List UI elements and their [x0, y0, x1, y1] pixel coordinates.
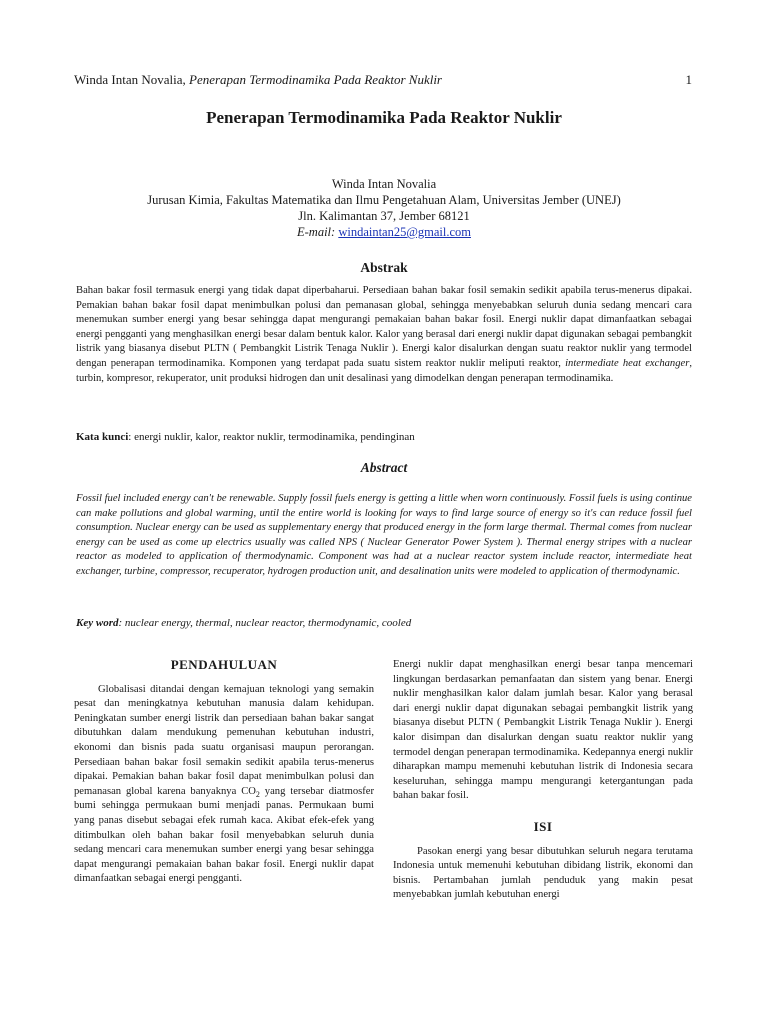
key-word-list: : nuclear energy, thermal, nuclear reactor, thermodynamic, cooled: [118, 617, 412, 629]
abstract-body: Fossil fuel included energy can't be renewable. Supply fossil fuels energy is getting a little when worn continuously. Fossil fuels is using continue can make pollutions and global warming, until the entire world is looking for ways to find large source of energy so it's can reduce fossil fuel consumption. Nuclear energy can be used as supplementary energy that produced energy in the form large thermal. Thermal comes from nuclear energy can be used as come up electrics usually was called NPS ( Nuclear Generator Power System ). Thermal energy stripes with a nuclear reactor as modeled to application of thermodynamic. Component was had at a nuclear reactor system include reactor, intermediate heat exchanger, turbine, compressor, recuperator, hydrogen production unit, and desalination units were modeled to application of thermodynamic.: [76, 493, 692, 577]
pendahuluan-paragraph: [74, 683, 374, 887]
abstrak-heading: Abstrak: [360, 260, 408, 275]
kata-kunci: [76, 430, 692, 444]
pendahuluan-text-b: yang tersebar diatmosfer bumi sehingga permukaan bumi menjadi panas. Permukaan bumi yang panas disebut sebagai efek rumah kaca. Akibat efek-efek yang ditimbulkan oleh bahan bakar fosil menyebabkan seluruh dunia sedang mencari cara menemukan sumber energi yang besar sehingga dapat mengurangi pemakaian bahan bakar fosil. Energi nuklir dapat dimanfaatkan sebagai energi pengganti.: [74, 785, 374, 885]
abstract-heading: Abstract: [360, 460, 408, 475]
email-label: E-mail:: [297, 225, 339, 239]
author-email-line: [0, 224, 768, 240]
abstrak-italic-term: intermediate heat exchanger: [565, 357, 690, 369]
pendahuluan-heading: PENDAHULUAN: [170, 657, 278, 672]
header-running-title: Penerapan Termodinamika Pada Reaktor Nuklir: [189, 72, 442, 87]
isi-heading: ISI: [533, 818, 553, 834]
abstrak-body: [76, 284, 692, 386]
key-word-label: Key word: [76, 617, 119, 629]
header-author: Winda Intan Novalia,: [74, 72, 189, 87]
author-affiliation: Jurusan Kimia, Fakultas Matematika dan Ilmu Pengetahuan Alam, Universitas Jember (UNEJ): [147, 193, 621, 207]
kata-kunci-label: Kata kunci: [76, 431, 129, 443]
left-column: [74, 658, 374, 887]
isi-paragraph: Pasokan energi yang besar dibutuhkan seluruh negara terutama Indonesia untuk memenuhi kebutuhan dibidang listrik, ekonomi dan bisnis. Pertambahan jumlah penduduk yang makin pesat menyebabkan jumlah kebutuhan energi: [393, 845, 693, 901]
author-block: [0, 176, 768, 240]
page-number: 1: [685, 72, 692, 87]
running-header-text: [74, 72, 442, 88]
kata-kunci-list: : energi nuklir, kalor, reaktor nuklir, termodinamika, pendinginan: [128, 431, 415, 443]
author-name: Winda Intan Novalia: [331, 177, 437, 191]
author-address: Jln. Kalimantan 37, Jember 68121: [298, 209, 470, 223]
abstrak-text-2: , turbin, kompresor, rekuperator, unit produksi hidrogen dan unit desalinasi yang dimodelkan dengan penerapan termodinamika.: [76, 357, 692, 384]
running-header: [74, 72, 692, 88]
email-link[interactable]: windaintan25@gmail.com: [338, 225, 471, 239]
key-word: [76, 616, 692, 630]
pendahuluan-continued: Energi nuklir dapat menghasilkan energi besar tanpa mencemari lingkungan berdasarkan pemanfaatan dan sistem yang benar. Energi nuklir menghasilkan kalor dalam jumlah besar. Kalor yang berasal dari energi nuklir dapat digunakan sebagai pembangkit listrik yang biasanya disebut PLTN ( Pembangkit Listrik Tenaga Nuklir ). Energi kalor disimpan dan disalurkan dengan suatu reaktor nuklir yang termodel dengan penerapan termodinamika. Kedepannya energi nuklir diharapkan mampu memenuhi kebutuhan listrik di Indonesia secara keseluruhan, sehingga mampu mengurangi ketergantungan pada bahan bakar fosil.: [393, 659, 693, 802]
co2-subscript: 2: [255, 789, 260, 799]
pendahuluan-text-a: Globalisasi ditandai dengan kemajuan teknologi yang semakin pesat dan meningkatnya kebutuhan manusia dalam kehidupan. Peningkatan sumber energi listrik dan persediaan bahan bakar sangat dibutuhkan dalam mendukung pemenuhan kebutuhan industri, ekonomi dan bisnis pada suatu organisasi maupun perorangan. Persediaan bahan bakar fosil semakin sedikit apabila terus-menerus dipakai. Pemakian bahan bakar fosil dapat menimbulkan polusi dan pemanasan global karena banyaknya CO: [74, 683, 374, 797]
abstrak-text-1: Bahan bakar fosil termasuk energi yang tidak dapat diperbaharui. Persediaan bahan bakar fosil semakin sedikit apabila terus-menerus dipakai. Pemakian bahan bakar fosil dapat menimbulkan polusi dan pemanasan global, sehingga menyebabkan seluruh dunia sedang mencari cara menemukan sumber energi yang besar sehingga dapat mengurangi pemakaian bahan bakar fosil. Energi nuklir dapat dimanfaatkan sebagai energi pengganti yang menghasilkan energi besar dalam bentuk kalor. Kalor yang berasal dari energi nuklir dapat digunakan sebagai pembangkit listrik yang biasanya disebut PLTN ( Pembangkit Listrik Tenaga Nuklir ). Energi kalor disalurkan dengan suatu reaktor nuklir yang termodel dengan penerapan termodinamika. Komponen yang terdapat pada suatu sistem reaktor nuklir meliputi reaktor,: [76, 285, 692, 369]
paper-title: Penerapan Termodinamika Pada Reaktor Nuklir: [206, 108, 562, 127]
right-column: [393, 658, 693, 903]
